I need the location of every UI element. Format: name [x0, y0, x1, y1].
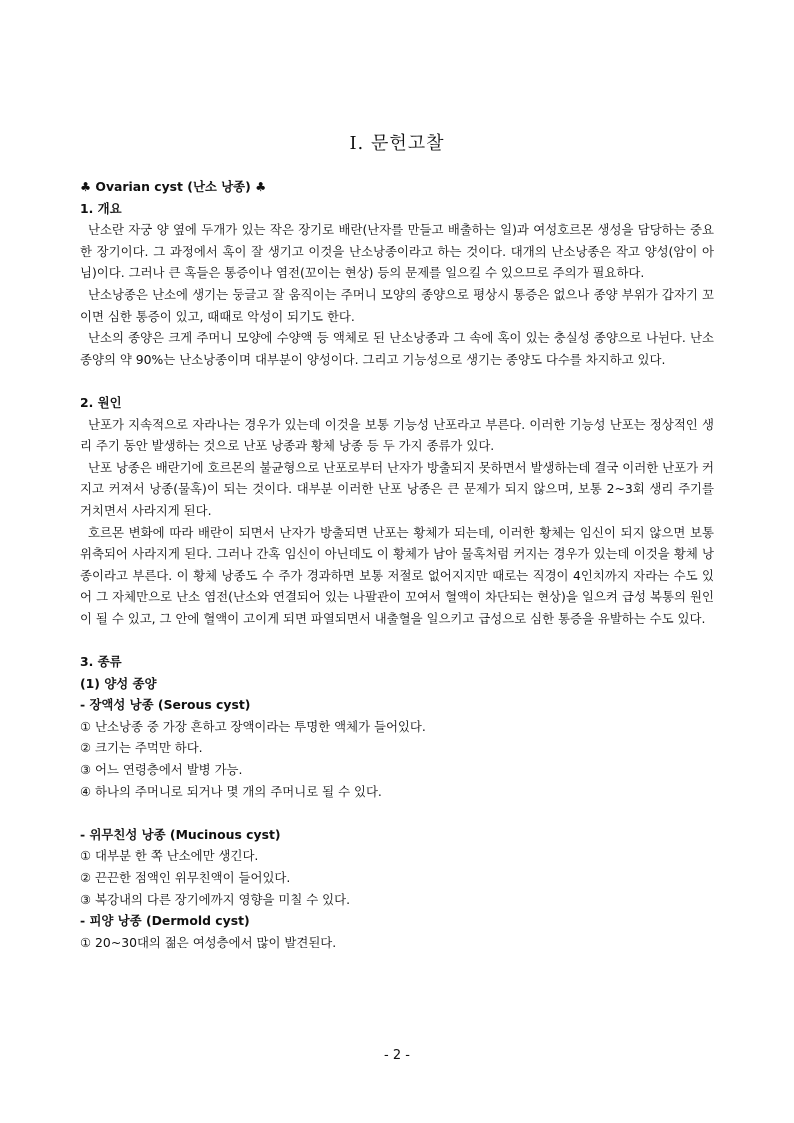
section-heading-cause: 2. 원인: [80, 394, 122, 410]
dermoid-cyst-label: - 피양 낭종 (Dermold cyst): [80, 913, 250, 929]
page-title: Ⅰ. 문헌고찰: [349, 133, 445, 154]
mucinous-cyst-label: - 위무친성 낭종 (Mucinous cyst): [80, 826, 281, 842]
spacer: [80, 370, 714, 392]
spacer: [80, 629, 714, 651]
paragraph: 난포가 지속적으로 자라나는 경우가 있는데 이것을 보통 기능성 난포라고 부른다. 이러한 기능성 난포는 정상적인 생리 주기 동안 발생하는 것으로 난포 낭종과 황체 낭종 등 두 가지 종류가 있다.: [80, 416, 714, 454]
paragraph: 난포 낭종은 배란기에 호르몬의 불균형으로 난포로부터 난자가 방출되지 못하면서 발생하는데 결국 이러한 난포가 커지고 커져서 낭종(물혹)이 되는 것이다. 대부분 이러한 난포 낭종은 큰 문제가 되지 않으며, 보통 2~3회 생리 주기를 거치면서 사라지게 된다.: [80, 459, 714, 518]
section-heading-types: 3. 종류: [80, 654, 122, 670]
paragraph: 난소란 자궁 양 옆에 두개가 있는 작은 장기로 배란(난자를 만들고 배출하는 일)과 여성호르몬 생성을 담당하는 중요한 장기이다. 그 과정에서 혹이 잘 생기고 이것을 난소낭종이라고 하는 것이다. 대개의 난소낭종은 작고 양성(암이 아님)이다. 그러나 큰 혹들은 통증이나 염전(꼬이는 현상) 등의 문제를 일으킬 수 있으므로 주의가 필요하다.: [80, 222, 714, 281]
serous-cyst-label: - 장액성 낭종 (Serous cyst): [80, 697, 251, 713]
paragraph: 난소의 종양은 크게 주머니 모양에 수양액 등 액체로 된 난소낭종과 그 속에 혹이 있는 충실성 종양으로 나뉜다. 난소 종양의 약 90%는 난소낭종이며 대부분이 양성이다. 그리고 기능성으로 생기는 종양도 다수를 차지하고 있다.: [80, 330, 714, 367]
paragraph: 난소낭종은 난소에 생기는 둥글고 잘 움직이는 주머니 모양의 종양으로 평상시 통증은 없으나 종양 부위가 갑자기 꼬이면 심한 통증이 있고, 때때로 악성이 되기도 한다.: [80, 286, 714, 324]
spacer: [80, 802, 714, 824]
list-item: ③ 어느 연령층에서 발병 가능.: [80, 762, 243, 778]
list-item: ① 대부분 한 쪽 난소에만 생긴다.: [80, 848, 259, 864]
paragraph: 호르몬 변화에 따라 배란이 되면서 난자가 방출되면 난포는 황체가 되는데, 이러한 황체는 임신이 되지 않으면 보통 위축되어 사라지게 된다. 그러나 간혹 임신이 아닌데도 이 황체가 남아 물혹처럼 커지는 경우가 있는데 이것을 황체 낭종이라고 부른다. 이 황체 낭종도 수 주가 경과하면 보통 저절로 없어지지만 때로는 직경이 4인치까지 자라는 수도 있어 그 자체만으로 난소 염전(난소와 연결되어 있는 나팔관이 꼬여서 혈액이 차단되는 현상)을 일으켜 급성 복통의 원인이 될 수 있고, 그 안에 혈액이 고이게 되면 파열되면서 내출혈을 일으키고 급성으로 심한 통증을 유발하는 수도 있다.: [80, 524, 714, 626]
list-item: ② 크기는 주먹만 하다.: [80, 740, 203, 756]
section-heading-overview: 1. 개요: [80, 200, 122, 216]
list-item: ① 20~30대의 젊은 여성층에서 많이 발견된다.: [80, 934, 337, 950]
list-item: ③ 복강내의 다른 장기에까지 영향을 미칠 수 있다.: [80, 891, 351, 907]
subheading-benign: (1) 양성 종양: [80, 675, 157, 691]
list-item: ① 난소낭종 중 가장 흔하고 장액이라는 투명한 액체가 들어있다.: [80, 718, 426, 734]
list-item: ④ 하나의 주머니로 되거나 몇 개의 주머니로 될 수 있다.: [80, 783, 382, 799]
document-body: [80, 176, 714, 953]
page-number: - 2 -: [384, 1048, 410, 1063]
list-item: ② 끈끈한 점액인 위무친액이 들어있다.: [80, 870, 291, 885]
topic-heading: ♣ Ovarian cyst (난소 낭종) ♣: [80, 179, 267, 194]
